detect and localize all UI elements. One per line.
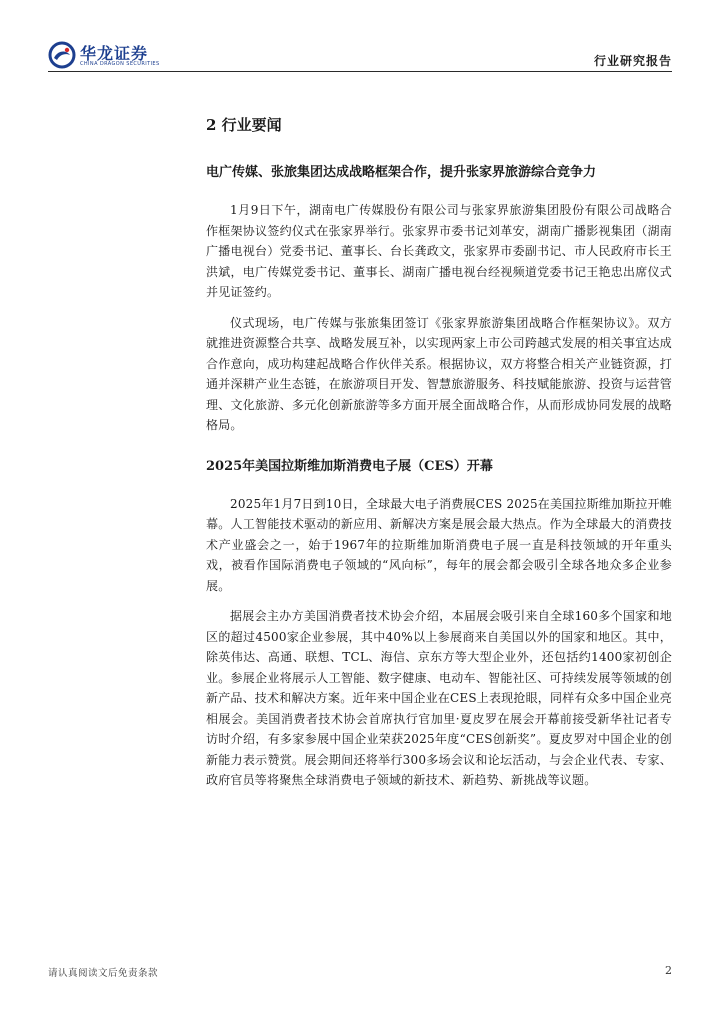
report-type-label: 行业研究报告 — [593, 54, 672, 68]
logo-chinese-name: 华龙证券 — [80, 44, 149, 63]
dragon-logo-icon — [48, 41, 76, 69]
news-title-1: 电广传媒、张旅集团达成战略框架合作，提升张家界旅游综合竞争力 — [206, 165, 597, 180]
news-2-paragraph-2: 据展会主办方美国消费者技术协会介绍，本届展会吸引来自全球160多个国家和地区的超过4500家企业参展，其中40%以上参展商来自美国以外的国家和地区。其中，除英伟达、高通、联想、TCL、海信、京东方等大型企业外，还包括约1400家初创企业。参展企业将展示人工智能、数字健康、电动车、智能社区、可持续发展等领域的创新产品、技术和解决方案。近年来中国企业在CES上表现抢眼，同样有众多中国企业亮相展会。美国消费者技术协会首席执行官加里·夏皮罗在展会开幕前接受新华社记者专访时介绍，有多家参展中国企业荣获2025年度“CES创新奖”。夏皮罗对中国企业的创新能力表示赞赏。展会期间还将举行300多场会议和论坛活动，与会企业代表、专家、政府官员等将聚焦全球消费电子领域的新技术、新趋势、新挑战等议题。 — [206, 609, 672, 787]
news-1-paragraph-2: 仪式现场，电广传媒与张旅集团签订《张家界旅游集团战略合作框架协议》。双方就推进资源整合共享、战略发展互补，以实现两家上市公司跨越式发展的相关事宜达成合作意向，成功构建起战略合作伙伴关系。根据协议，双方将整合相关产业链资源，打通并深耕产业生态链，在旅游项目开发、智慧旅游服务、科技赋能旅游、投资与运营管理、文化旅游、多元化创新旅游等多方面开展全面战略合作，从而形成协同发展的战略格局。 — [206, 315, 672, 432]
header-divider — [48, 71, 672, 72]
page-header — [48, 40, 672, 70]
main-content — [206, 114, 672, 791]
logo-english-name: CHINA DRAGON SECURITIES — [80, 61, 160, 67]
news-1-paragraph-1: 1月9日下午，湖南电广传媒股份有限公司与张家界旅游集团股份有限公司战略合作框架协议签约仪式在张家界举行。张家界市委书记刘革安，湖南广播影视集团（湖南广播电视台）党委书记、董事长、台长龚政文，张家界市委副书记、市人民政府市长王洪斌，电广传媒党委书记、董事长、湖南广播电视台经视频道党委书记王艳忠出席仪式并见证签约。 — [206, 203, 672, 299]
page-number: 2 — [665, 964, 672, 977]
news-title-2: 2025年美国拉斯维加斯消费电子展（CES）开幕 — [206, 458, 493, 474]
section-title: 2 行业要闻 — [206, 116, 282, 134]
news-2-paragraph-1: 2025年1月7日到10日，全球最大电子消费展CES 2025在美国拉斯维加斯拉开帷幕。人工智能技术驱动的新应用、新解决方案是展会最大热点。作为全球最大的消费技术产业盛会之一，始于1967年的拉斯维加斯消费电子展一直是科技领域的开年重头戏，被看作国际消费电子领域的“风向标”，每年的展会都会吸引全球各地众多企业参展。 — [206, 496, 672, 593]
footer-disclaimer: 请认真阅读文后免责条款 — [48, 968, 159, 979]
